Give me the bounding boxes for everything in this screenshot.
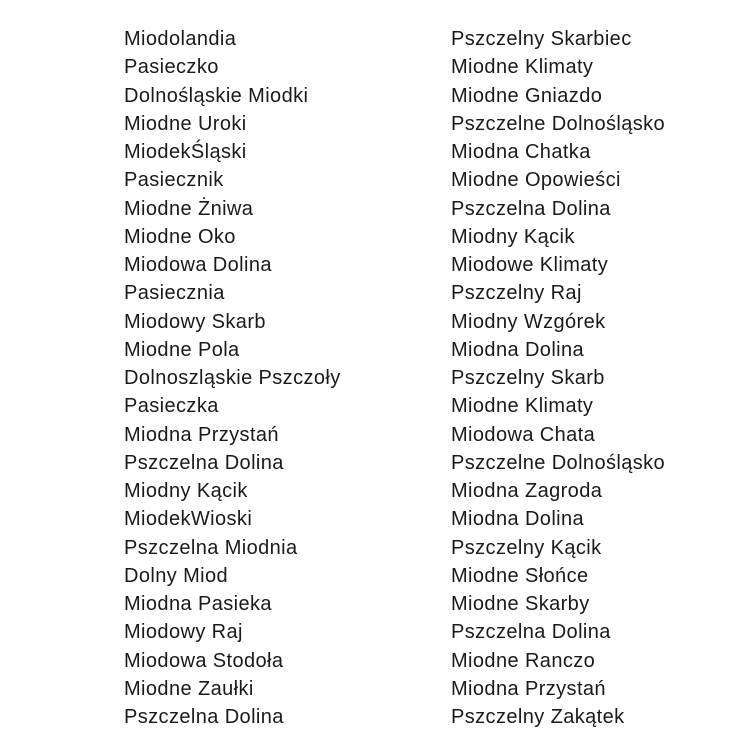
list-item: Pszczelny Zakątek [451, 706, 625, 728]
list-item: Dolny Miod [124, 564, 229, 587]
list-item: Miodne Klimaty [451, 56, 594, 79]
list-item: Dolnoszląskie Pszczoły [124, 367, 341, 389]
list-item: Miodna Pasieka [124, 593, 272, 615]
list-item: Miodowy Skarb [124, 310, 266, 333]
list-item: Pasieczka [124, 395, 219, 418]
list-item: Miodna Przystań [451, 677, 606, 700]
list-item: Pszczelny Kącik [451, 536, 602, 559]
list-item: Miodowa Chata [451, 423, 596, 446]
list-item: Dolnośląskie Miodki [124, 84, 309, 107]
list-item: Miodna Dolina [451, 338, 585, 361]
list-item: Miodowy Raj [124, 621, 243, 644]
list-item: Miodowa Stodoła [124, 649, 284, 672]
list-item: Miodny Kącik [124, 480, 248, 502]
list-item: Pasieczko [124, 56, 219, 79]
list-item: Pszczelne Dolnośląsko [451, 112, 666, 135]
list-item: Miodny Kącik [451, 225, 575, 248]
list-item: Pszczelna Dolina [124, 706, 284, 728]
list-item: Pszczelna Dolina [451, 197, 611, 220]
list-item: Miodne Słońce [451, 564, 589, 587]
list-item: Miodne Pola [124, 338, 240, 361]
list-item: Pszczelna Dolina [124, 451, 284, 474]
list-item: Miodne Uroki [124, 112, 247, 135]
list-item: MiodekWioski [124, 508, 253, 531]
list-item: Miodolandia [124, 28, 237, 50]
list-item: Miodny Wzgórek [451, 310, 606, 333]
list-item: Miodne Żniwa [124, 197, 254, 220]
list-item: Pszczelna Miodnia [124, 536, 298, 559]
list-item: Miodne Ranczo [451, 649, 596, 672]
list-item: Miodne Oko [124, 225, 236, 248]
list-item: Pasiecznik [124, 169, 224, 192]
list-item: Miodna Chatka [451, 141, 591, 163]
list-item: Miodowe Klimaty [451, 254, 609, 276]
list-item: Miodne Skarby [451, 593, 590, 615]
list-item: Miodne Opowieści [451, 169, 621, 192]
list-item: Pszczelne Dolnośląsko [451, 451, 666, 474]
list-item: Miodowa Dolina [124, 254, 272, 276]
list-item: Miodna Zagroda [451, 480, 603, 502]
list-item: MiodekŚląski [124, 141, 247, 163]
name-list-right [451, 25, 665, 731]
name-list-left [124, 25, 341, 731]
list-item: Pszczelny Raj [451, 282, 582, 305]
list-item: Pasiecznia [124, 282, 225, 305]
list-item: Miodna Przystań [124, 423, 279, 446]
list-item: Miodna Dolina [451, 508, 585, 531]
list-item: Pszczelny Skarbiec [451, 28, 632, 50]
list-item: Pszczelna Dolina [451, 621, 611, 644]
list-item: Miodne Gniazdo [451, 84, 603, 107]
list-item: Miodne Klimaty [451, 395, 594, 418]
list-item: Pszczelny Skarb [451, 367, 605, 389]
list-item: Miodne Zaułki [124, 677, 254, 700]
